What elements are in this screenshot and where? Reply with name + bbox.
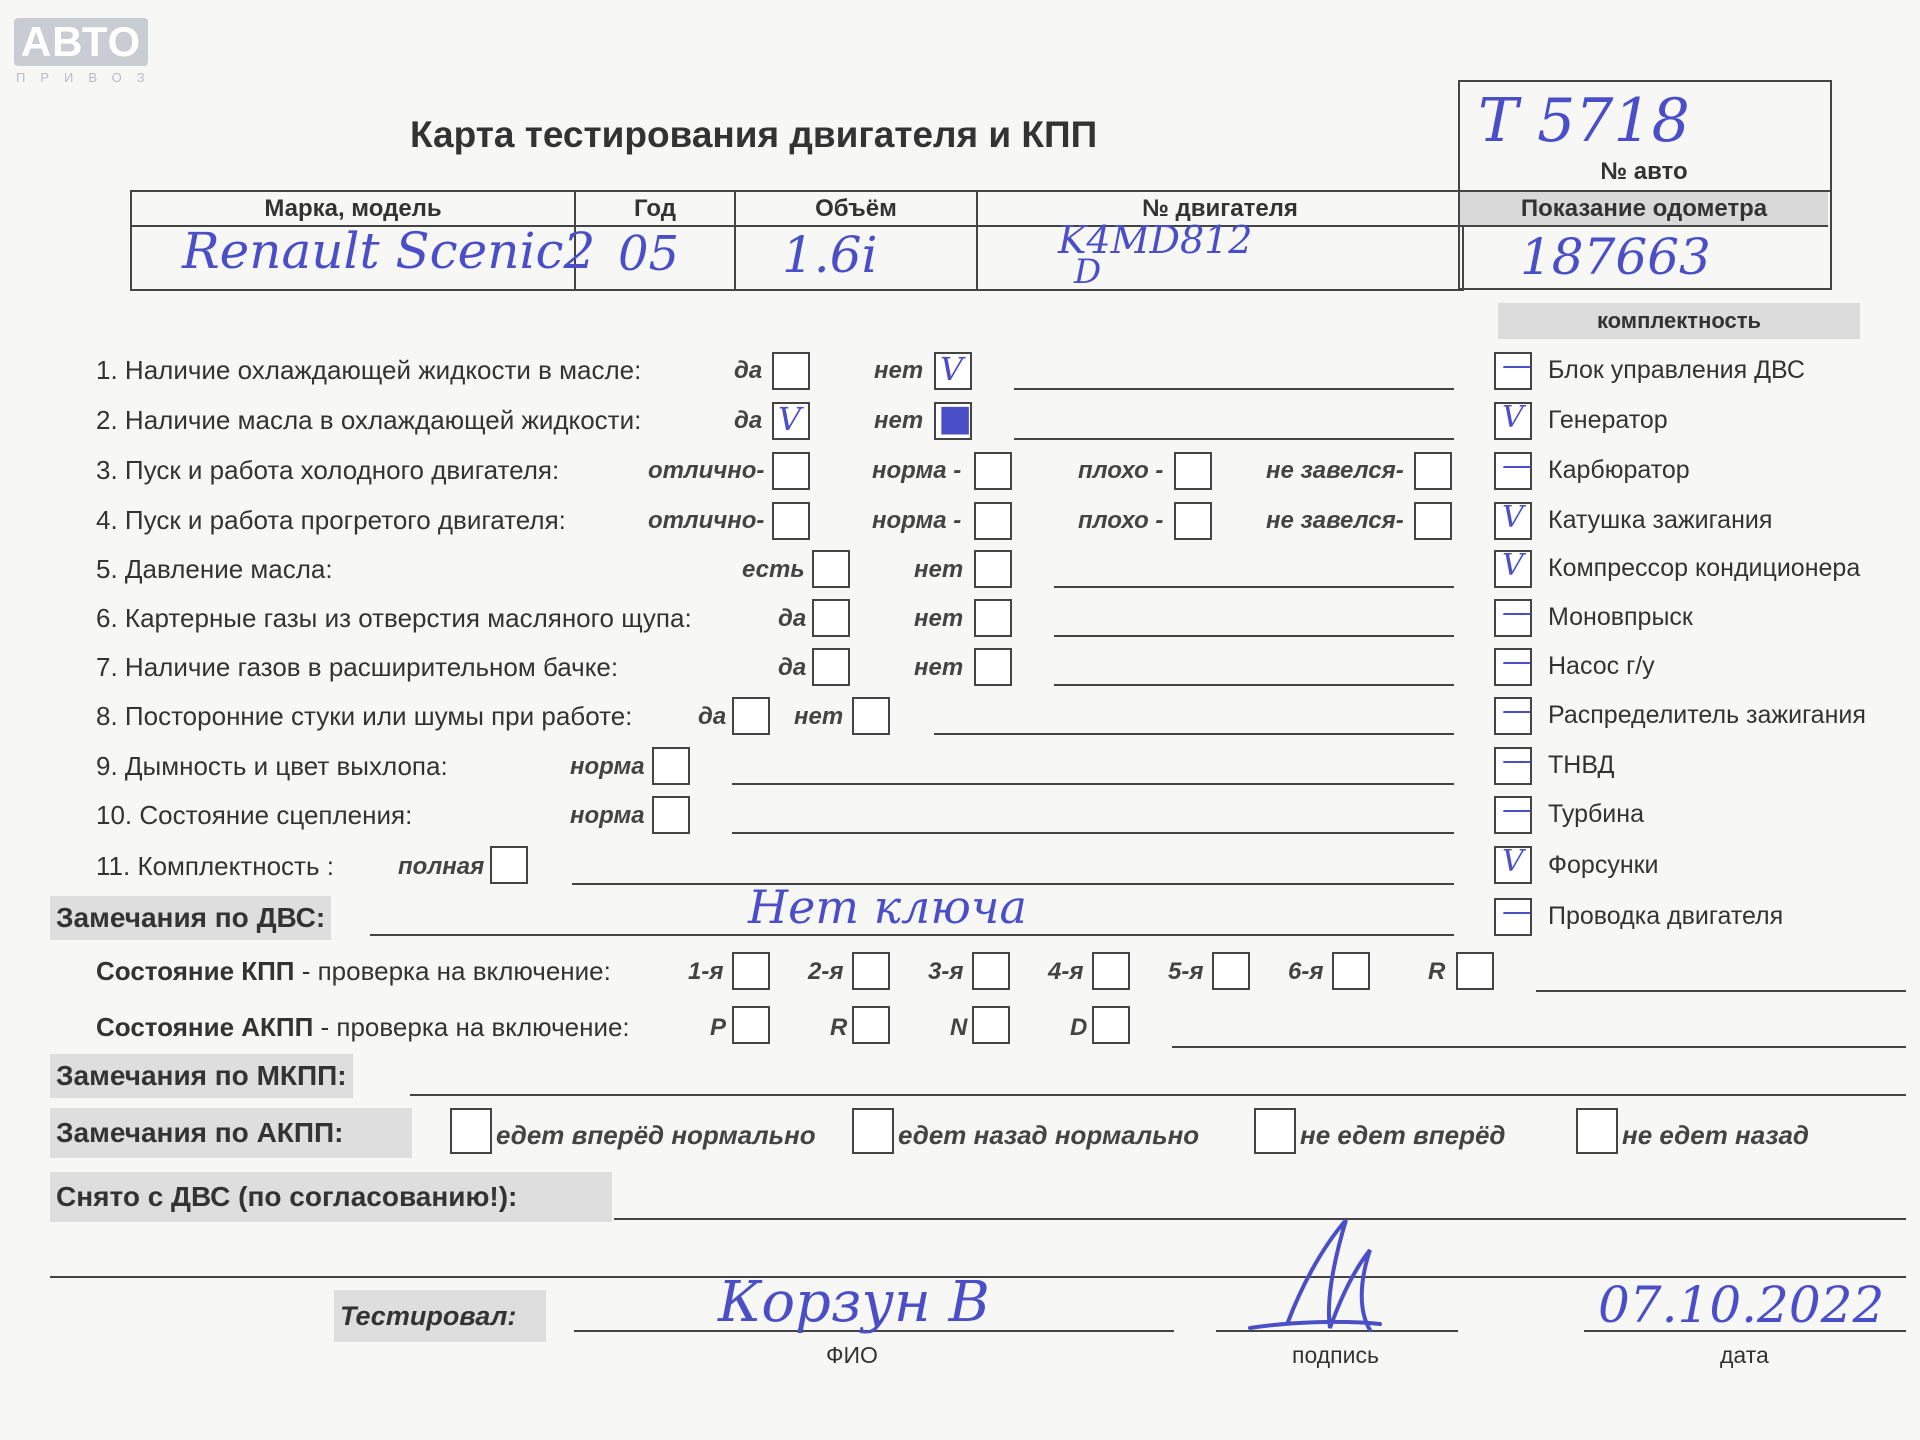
value-year: 05 [618,226,680,282]
q11-cb-1[interactable] [490,846,528,884]
question-1: 1. Наличие охлаждающей жидкости в масле: [96,355,642,385]
col-engine: № двигателя [977,191,1463,226]
kompl-mark-8: — [1502,693,1532,728]
kompl-item-12: Проводка двигателя [1548,902,1784,930]
q2-yes-checkbox[interactable] [772,402,810,440]
kompl-mark-10: — [1502,792,1532,827]
akpp-gear-d-label: D [1070,1014,1088,1041]
question-3: 3. Пуск и работа холодного двигателя: [96,455,560,485]
kompl-item-3: Карбюратор [1548,456,1690,484]
akpp-remark-cb-4[interactable] [1576,1108,1618,1154]
akpp-label: Состояние АКПП - проверка на включение: [96,1012,630,1042]
q8-opt-2: нет [794,703,844,730]
kpp-gear-6-label: 6-я [1288,958,1324,985]
q1-yes-checkbox[interactable] [772,352,810,390]
akpp-gear-p-label: P [710,1014,727,1041]
mkpp-remarks-line [410,1094,1906,1096]
q2-line [1014,438,1454,440]
kompl-mark-9: — [1502,743,1532,778]
akpp-gear-p-checkbox[interactable] [732,1006,770,1044]
q7-opt-1: да [778,654,807,681]
q5-opt-1: есть [742,556,805,583]
q4-opt-3: плохо - [1078,507,1164,534]
q9-cb-1[interactable] [652,747,690,785]
odometer-label: Показание одометра [1460,192,1828,227]
q3-opt-4: не завелся- [1266,457,1404,484]
q6-cb-2[interactable] [974,599,1012,637]
kompl-item-1: Блок управления ДВС [1548,356,1805,384]
kompl-checkbox-1[interactable] [1494,348,1532,390]
date-value: 07.10.2022 [1598,1276,1885,1334]
q4-cb-1[interactable] [772,502,810,540]
kompl-item-7: Насос г/у [1548,652,1655,680]
q6-opt-1: да [778,605,807,632]
akpp-remark-cb-2[interactable] [852,1108,894,1154]
q3-opt-3: плохо - [1078,457,1164,484]
kompl-checkbox-4[interactable] [1494,502,1532,540]
q8-line [934,733,1454,735]
mkpp-remarks-label: Замечания по МКПП: [50,1054,353,1098]
kompl-item-5: Компрессор кондиционера [1548,554,1861,582]
q1-opt-yes: да [734,357,763,384]
kpp-gear-1-label: 1-я [688,958,724,985]
question-6: 6. Картерные газы из отверстия масляного щупа: [96,603,692,633]
kompl-item-6: Моновпрыск [1548,603,1693,631]
tested-label: Тестировал: [334,1290,546,1342]
kompl-checkbox-2[interactable] [1494,402,1532,440]
car-number-label: № авто [1600,158,1688,185]
q7-opt-2: нет [914,654,964,681]
q11-opt-1: полная [398,853,485,880]
q6-cb-1[interactable] [812,599,850,637]
removed-label: Снято с ДВС (по согласованию!): [50,1172,612,1222]
question-5: 5. Давление масла: [96,554,333,584]
kpp-gear-6-checkbox[interactable] [1332,952,1370,990]
date-caption: дата [1720,1342,1769,1368]
kompl-checkbox-6[interactable] [1494,595,1532,637]
kompl-mark-6: — [1502,595,1532,630]
kompl-mark-2: V [1502,400,1524,435]
q8-cb-2[interactable] [852,697,890,735]
q10-line [732,832,1454,834]
sign-caption: подпись [1292,1342,1379,1368]
q7-line [1054,684,1454,686]
q6-line [1054,635,1454,637]
kompl-item-10: Турбина [1548,800,1644,828]
q5-cb-2[interactable] [974,550,1012,588]
kpp-gear-3-checkbox[interactable] [972,952,1010,990]
kpp-gear-5-label: 5-я [1168,958,1204,985]
kompl-checkbox-3[interactable] [1494,448,1532,490]
kompl-checkbox-10[interactable] [1494,792,1532,834]
q2-yes-mark: V [778,400,802,438]
akpp-remark-4: не едет назад [1622,1120,1810,1150]
logo-sub: ПРИВОЗ [16,70,160,85]
kompl-checkbox-9[interactable] [1494,743,1532,785]
q8-opt-1: да [698,703,727,730]
q9-opt-1: норма [570,753,645,780]
question-7: 7. Наличие газов в расширительном бачке: [96,652,619,682]
q5-cb-1[interactable] [812,550,850,588]
kompl-checkbox-8[interactable] [1494,693,1532,735]
odometer-value: 187663 [1520,228,1711,286]
q10-opt-1: норма [570,802,645,829]
kompl-checkbox-5[interactable] [1494,550,1532,588]
col-volume: Объём [735,191,977,226]
kpp-gear-r-label: R [1428,958,1446,985]
akpp-remark-cb-3[interactable] [1254,1108,1296,1154]
kpp-gear-2-label: 2-я [808,958,844,985]
q4-opt-4: не завелся- [1266,507,1404,534]
signature-image [1230,1210,1410,1340]
logo-brand: АВТО [14,18,148,66]
question-2: 2. Наличие масла в охлаждающей жидкости: [96,405,642,435]
q3-cb-2[interactable] [974,452,1012,490]
q4-cb-4[interactable] [1414,502,1452,540]
akpp-remark-2: едет назад нормально [898,1120,1200,1150]
page-title: Карта тестирования двигателя и КПП [410,114,1098,155]
value-engine-suffix: D [1074,252,1102,292]
q1-no-mark: V [940,350,964,388]
col-brand: Марка, модель [131,191,575,226]
kompl-mark-12: — [1502,894,1532,929]
fio-caption: ФИО [826,1342,878,1368]
akpp-gear-n-checkbox[interactable] [972,1006,1010,1044]
col-year: Год [575,191,735,226]
kpp-gear-2-checkbox[interactable] [852,952,890,990]
akpp-remark-3: не едет вперёд [1300,1120,1506,1150]
q4-cb-3[interactable] [1174,502,1212,540]
q8-cb-1[interactable] [732,697,770,735]
q6-opt-2: нет [914,605,964,632]
kompl-checkbox-12[interactable] [1494,894,1532,936]
kpp-gear-5-checkbox[interactable] [1212,952,1250,990]
kpp-gear-4-checkbox[interactable] [1092,952,1130,990]
kompl-mark-4: V [1502,500,1524,535]
kompl-item-11: Форсунки [1548,851,1659,879]
q2-no-mark: ■ [938,398,973,439]
kompl-mark-3: — [1502,448,1532,483]
q9-line [732,783,1454,785]
kompl-title: комплектность [1498,303,1860,339]
dvs-remarks-value: Нет ключа [748,880,1027,934]
q2-no-checkbox[interactable] [934,398,973,440]
akpp-line [1172,1046,1906,1048]
q4-cb-2[interactable] [974,502,1012,540]
kompl-checkbox-7[interactable] [1494,644,1532,686]
kpp-gear-4-label: 4-я [1048,958,1084,985]
q10-cb-1[interactable] [652,796,690,834]
question-10: 10. Состояние сцепления: [96,800,413,830]
akpp-gear-n-label: N [950,1014,968,1041]
kompl-item-9: ТНВД [1548,751,1615,779]
car-number-value: T 5718 [1478,86,1690,156]
kpp-gear-1-checkbox[interactable] [732,952,770,990]
kompl-item-8: Распределитель зажигания [1548,701,1866,729]
kpp-line [1536,990,1906,992]
q1-no-checkbox[interactable] [934,352,972,390]
kompl-mark-7: — [1502,644,1532,679]
q3-cb-1[interactable] [772,452,810,490]
value-engine: K4MD812 [1058,218,1253,262]
akpp-remark-cb-1[interactable] [450,1108,492,1154]
akpp-remark-1: едет вперёд нормально [496,1120,816,1150]
question-4: 4. Пуск и работа прогретого двигателя: [96,505,566,535]
q5-opt-2: нет [914,556,964,583]
question-8: 8. Посторонние стуки или шумы при работе: [96,701,633,731]
kompl-mark-5: V [1502,548,1524,583]
value-volume: 1.6i [782,226,878,284]
q4-opt-1: отлично- [648,507,765,534]
kompl-item-2: Генератор [1548,406,1668,434]
dvs-remarks-line [370,934,1454,936]
question-11: 11. Комплектность : [96,851,334,881]
dvs-remarks-label: Замечания по ДВС: [50,896,331,940]
question-9: 9. Дымность и цвет выхлопа: [96,751,448,781]
kompl-item-4: Катушка зажигания [1548,506,1773,534]
fio-value: Корзун В [718,1270,990,1335]
kpp-label: Состояние КПП - проверка на включение: [96,956,611,986]
q1-opt-no: нет [874,357,924,384]
akpp-gear-d-checkbox[interactable] [1092,1006,1130,1044]
q3-cb-3[interactable] [1174,452,1212,490]
value-brand: Renault Scenic2 [182,222,596,280]
q2-opt-yes: да [734,407,763,434]
q3-cb-4[interactable] [1414,452,1452,490]
q4-opt-2: норма - [872,507,962,534]
kompl-checkbox-11[interactable] [1494,846,1532,884]
q1-line [1014,388,1454,390]
kompl-mark-11: V [1502,844,1524,879]
akpp-gear-r-label: R [830,1014,848,1041]
kpp-gear-3-label: 3-я [928,958,964,985]
q7-cb-2[interactable] [974,648,1012,686]
kpp-gear-r-checkbox[interactable] [1456,952,1494,990]
q3-opt-2: норма - [872,457,962,484]
akpp-gear-r-checkbox[interactable] [852,1006,890,1044]
q2-opt-no: нет [874,407,924,434]
q7-cb-1[interactable] [812,648,850,686]
kompl-mark-1: — [1502,348,1532,383]
q3-opt-1: отлично- [648,457,765,484]
akpp-remarks-label: Замечания по АКПП: [50,1108,412,1158]
q5-line [1054,586,1454,588]
